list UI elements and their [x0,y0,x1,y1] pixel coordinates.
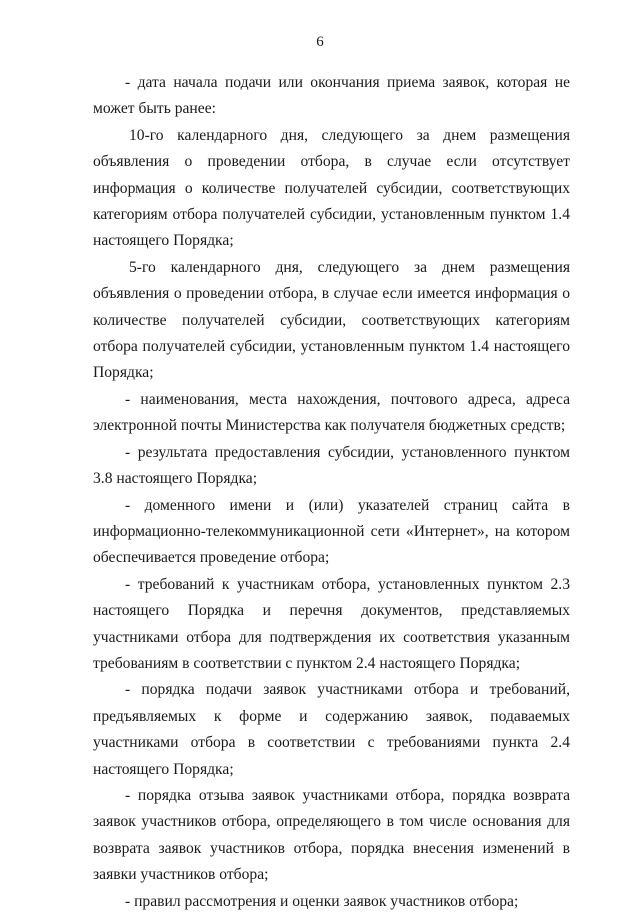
paragraph-application-procedure: - порядка подачи заявок участниками отбора и требований, предъявляемых к форме и содержанию заявок, подаваемых участниками отбора в соответствии с требованиями пункта 2.4 настоящего Порядка; [93,681,570,778]
document-body [93,70,570,915]
paragraph-subsidy-result: - результата предоставления субсидии, установленного пунктом 3.8 настоящего Порядка; [93,443,570,488]
page-number: 6 [316,34,324,50]
paragraph-submission-dates: - дата начала подачи или окончания приема заявок, которая не может быть ранее: [93,74,570,118]
paragraph-review-rules: - правил рассмотрения и оценки заявок участников отбора; [125,892,519,910]
paragraph-withdrawal-procedure: - порядка отзыва заявок участниками отбора, порядка возврата заявок участников отбора, определяющего в том числе основания для возврата заявок участников отбора, порядка внесения изменений в заявки участников отбора; [93,786,570,884]
paragraph-ministry-details: - наименования, места нахождения, почтового адреса, адреса электронной почты Министерства как получателя бюджетных средств; [93,390,570,435]
paragraph-domain-name: - доменного имени и (или) указателей страниц сайта в информационно-телекоммуникационной сети «Интернет», на котором обеспечивается проведение отбора; [93,496,570,567]
paragraph-10th-day: 10-го календарного дня, следующего за днем размещения объявления о проведении отбора, в случае если отсутствует информация о количестве получателей субсидии, соответствующих категориям отбора получателей субсидии, установленным пунктом 1.4 настоящего Порядка; [93,126,570,250]
paragraph-5th-day: 5-го календарного дня, следующего за днем размещения объявления о проведении отбора, в случае если имеется информация о количестве получателей субсидии, соответствующих категориям отбора получателей субсидии, установленным пунктом 1.4 настоящего Порядка; [93,258,570,382]
paragraph-participant-requirements: - требований к участникам отбора, установленных пунктом 2.3 настоящего Порядка и перечня документов, представляемых участниками отбора для подтверждения их соответствия указанным требованиям в соответствии с пунктом 2.4 настоящего Порядка; [93,575,570,672]
